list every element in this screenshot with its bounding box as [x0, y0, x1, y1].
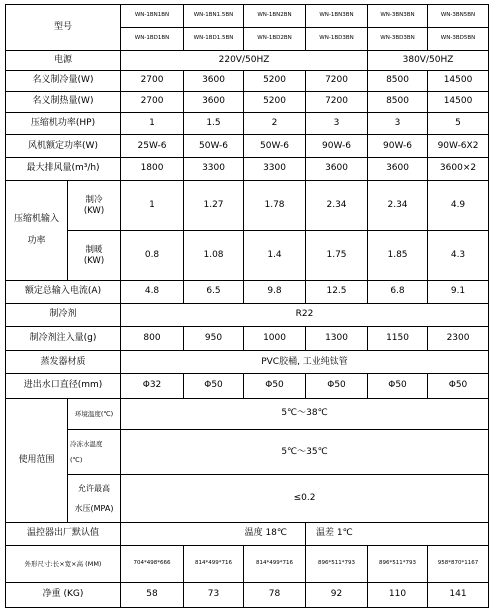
fan-power-value: 50W-6 [244, 135, 306, 158]
pipe-diameter-row [6, 374, 489, 399]
dimensions-row [6, 545, 489, 582]
compressor-hp-value: 1 [121, 112, 184, 135]
max-air-value: 1800 [121, 158, 184, 181]
net-weight-value: 73 [184, 583, 244, 608]
model-top-2: WN-1BN1.5BN [184, 5, 244, 28]
model-bottom-2: WN-1BD1.5BN [184, 27, 244, 50]
rated-current-value: 9.8 [244, 281, 306, 304]
rated-current-value: 6.5 [184, 281, 244, 304]
compressor-input-label [6, 180, 68, 280]
model-top-1: WN-1BN1BN [121, 5, 184, 28]
pipe-diameter-value: Φ32 [121, 374, 184, 399]
max-air-row [6, 158, 489, 181]
usage-cold-water-label-line2: (℃) [70, 456, 83, 465]
pipe-diameter-label: 进出水口直径(mm) [6, 374, 121, 399]
compressor-input-cooling-value: 1.78 [244, 180, 306, 231]
max-air-value: 3300 [244, 158, 306, 181]
compressor-input-heating-label-line1: 制暖 [85, 245, 103, 256]
cooling-label: 名义制冷量(W) [6, 71, 121, 92]
model-label: 型号 [6, 5, 121, 51]
compressor-input-cooling-row [6, 180, 489, 231]
dimensions-value: 958*870*1167 [428, 545, 489, 582]
heating-value: 14500 [428, 91, 489, 112]
model-top-4: WN-1BN3BN [306, 5, 368, 28]
rated-current-value: 9.1 [428, 281, 489, 304]
refrigerant-label: 制冷剂 [6, 303, 121, 326]
model-top-5: WN-3BN3BN [368, 5, 428, 28]
thermostat-diff: 温差 1℃ [306, 523, 489, 546]
heating-value: 2700 [121, 91, 184, 112]
thermostat-row [6, 523, 489, 546]
compressor-input-heating-value: 1.85 [368, 231, 428, 281]
refrigerant-charge-value: 800 [121, 326, 184, 351]
refrigerant-charge-label: 制冷剂注入量(g) [6, 326, 121, 351]
compressor-input-cooling-value: 2.34 [306, 180, 368, 231]
refrigerant-charge-value: 1000 [244, 326, 306, 351]
fan-power-value: 25W-6 [121, 135, 184, 158]
model-bottom-6: WN-3BD5BN [428, 27, 489, 50]
heating-label: 名义制热量(W) [6, 91, 121, 112]
net-weight-value: 110 [368, 583, 428, 608]
heating-value: 7200 [306, 91, 368, 112]
fan-power-value: 50W-6 [184, 135, 244, 158]
compressor-input-cooling-value: 4.9 [428, 180, 489, 231]
cooling-value: 3600 [184, 71, 244, 92]
evaporator-row [6, 351, 489, 374]
pipe-diameter-value: Φ50 [368, 374, 428, 399]
cooling-value: 5200 [244, 71, 306, 92]
cooling-value: 8500 [368, 71, 428, 92]
evaporator-value: PVC胶桶, 工业纯钛管 [121, 351, 489, 374]
compressor-input-label-line1: 压缩机输入 [13, 213, 59, 224]
pipe-diameter-value: Φ50 [306, 374, 368, 399]
rated-current-value: 6.8 [368, 281, 428, 304]
max-air-label: 最大排风量(m³/h) [6, 158, 121, 181]
pipe-diameter-value: Φ50 [184, 374, 244, 399]
compressor-hp-value: 3 [368, 112, 428, 135]
dimensions-value: 704*498*666 [121, 545, 184, 582]
usage-cold-water-label-line1: 冷冻水温度 [70, 440, 103, 449]
spec-table [5, 4, 489, 608]
compressor-input-cooling-label-line2: (KW) [83, 205, 105, 216]
fan-power-value: 90W-6 [306, 135, 368, 158]
max-air-value: 3600 [306, 158, 368, 181]
compressor-input-cooling-label-line1: 制冷 [85, 194, 103, 205]
compressor-input-heating-row [6, 231, 489, 281]
model-bottom-4: WN-1BD3BN [306, 27, 368, 50]
dimensions-label: 外形尺寸:长×宽×高 (MM) [6, 545, 121, 582]
model-bottom-3: WN-1BD2BN [244, 27, 306, 50]
cooling-value: 2700 [121, 71, 184, 92]
refrigerant-value: R22 [121, 303, 489, 326]
refrigerant-charge-value: 1150 [368, 326, 428, 351]
net-weight-value: 92 [306, 583, 368, 608]
max-air-value: 3300 [184, 158, 244, 181]
pipe-diameter-value: Φ50 [428, 374, 489, 399]
heating-value: 8500 [368, 91, 428, 112]
power-380v: 380V/50HZ [368, 50, 489, 71]
compressor-input-cooling-value: 1.27 [184, 180, 244, 231]
usage-cold-water-label [68, 429, 121, 475]
usage-cold-water-row [6, 429, 489, 475]
usage-range-label: 使用范围 [6, 398, 68, 522]
compressor-input-heating-label [68, 231, 121, 281]
refrigerant-charge-value: 950 [184, 326, 244, 351]
net-weight-value: 78 [244, 583, 306, 608]
compressor-input-heating-label-line2: (KW) [83, 255, 105, 266]
pipe-diameter-value: Φ50 [244, 374, 306, 399]
compressor-input-heating-value: 4.3 [428, 231, 489, 281]
cooling-row [6, 71, 489, 92]
fan-power-value: 90W-6 [368, 135, 428, 158]
refrigerant-row [6, 303, 489, 326]
model-bottom-5: WN-3BD3BN [368, 27, 428, 50]
cooling-value: 7200 [306, 71, 368, 92]
usage-ambient-value: 5℃～38℃ [121, 398, 489, 429]
fan-power-value: 90W-6X2 [428, 135, 489, 158]
cooling-value: 14500 [428, 71, 489, 92]
usage-cold-water-value: 5℃～35℃ [121, 429, 489, 475]
compressor-hp-row [6, 112, 489, 135]
usage-ambient-row [6, 398, 489, 429]
model-row-top [6, 5, 489, 28]
usage-pressure-value: ≤0.2 [121, 475, 489, 523]
max-air-value: 3600 [368, 158, 428, 181]
usage-pressure-label [68, 475, 121, 523]
compressor-hp-value: 5 [428, 112, 489, 135]
compressor-hp-label: 压缩机功率(HP) [6, 112, 121, 135]
rated-current-row [6, 281, 489, 304]
usage-pressure-label-line2: 水压(MPA) [74, 503, 114, 513]
usage-ambient-label: 环境温度(℃) [68, 398, 121, 429]
heating-value: 3600 [184, 91, 244, 112]
refrigerant-charge-value: 1300 [306, 326, 368, 351]
power-220v: 220V/50HZ [121, 50, 368, 71]
compressor-hp-value: 1.5 [184, 112, 244, 135]
model-bottom-1: WN-1BD1BN [121, 27, 184, 50]
heating-value: 5200 [244, 91, 306, 112]
compressor-input-label-line2: 功率 [27, 236, 46, 247]
model-top-3: WN-1BN2BN [244, 5, 306, 28]
compressor-hp-value: 3 [306, 112, 368, 135]
compressor-hp-value: 2 [244, 112, 306, 135]
rated-current-value: 4.8 [121, 281, 184, 304]
fan-power-row [6, 135, 489, 158]
compressor-input-heating-value: 0.8 [121, 231, 184, 281]
usage-pressure-label-line1: 允许最高 [78, 483, 110, 493]
compressor-input-cooling-label [68, 180, 121, 231]
net-weight-value: 141 [428, 583, 489, 608]
compressor-input-cooling-value: 2.34 [368, 180, 428, 231]
compressor-input-cooling-value: 1 [121, 180, 184, 231]
power-label: 电源 [6, 50, 121, 71]
rated-current-value: 12.5 [306, 281, 368, 304]
heating-row [6, 91, 489, 112]
rated-current-label: 额定总输入电流(A) [6, 281, 121, 304]
dimensions-value: 896*511*793 [368, 545, 428, 582]
max-air-value: 3600×2 [428, 158, 489, 181]
refrigerant-charge-row [6, 326, 489, 351]
compressor-input-heating-value: 1.75 [306, 231, 368, 281]
compressor-input-heating-value: 1.08 [184, 231, 244, 281]
dimensions-value: 814*499*716 [184, 545, 244, 582]
usage-pressure-row [6, 475, 489, 523]
net-weight-value: 58 [121, 583, 184, 608]
thermostat-label: 温控器出厂默认值 [6, 523, 121, 546]
dimensions-value: 896*511*793 [306, 545, 368, 582]
net-weight-label: 净重 (KG) [6, 583, 121, 608]
model-top-6: WN-3BN5BN [428, 5, 489, 28]
dimensions-value: 814*499*716 [244, 545, 306, 582]
compressor-input-heating-value: 1.4 [244, 231, 306, 281]
power-row [6, 50, 489, 71]
refrigerant-charge-value: 2300 [428, 326, 489, 351]
net-weight-row [6, 583, 489, 608]
thermostat-temp: 温度 18℃ [121, 523, 306, 546]
evaporator-label: 蒸发器材质 [6, 351, 121, 374]
fan-power-label: 风机额定功率(W) [6, 135, 121, 158]
